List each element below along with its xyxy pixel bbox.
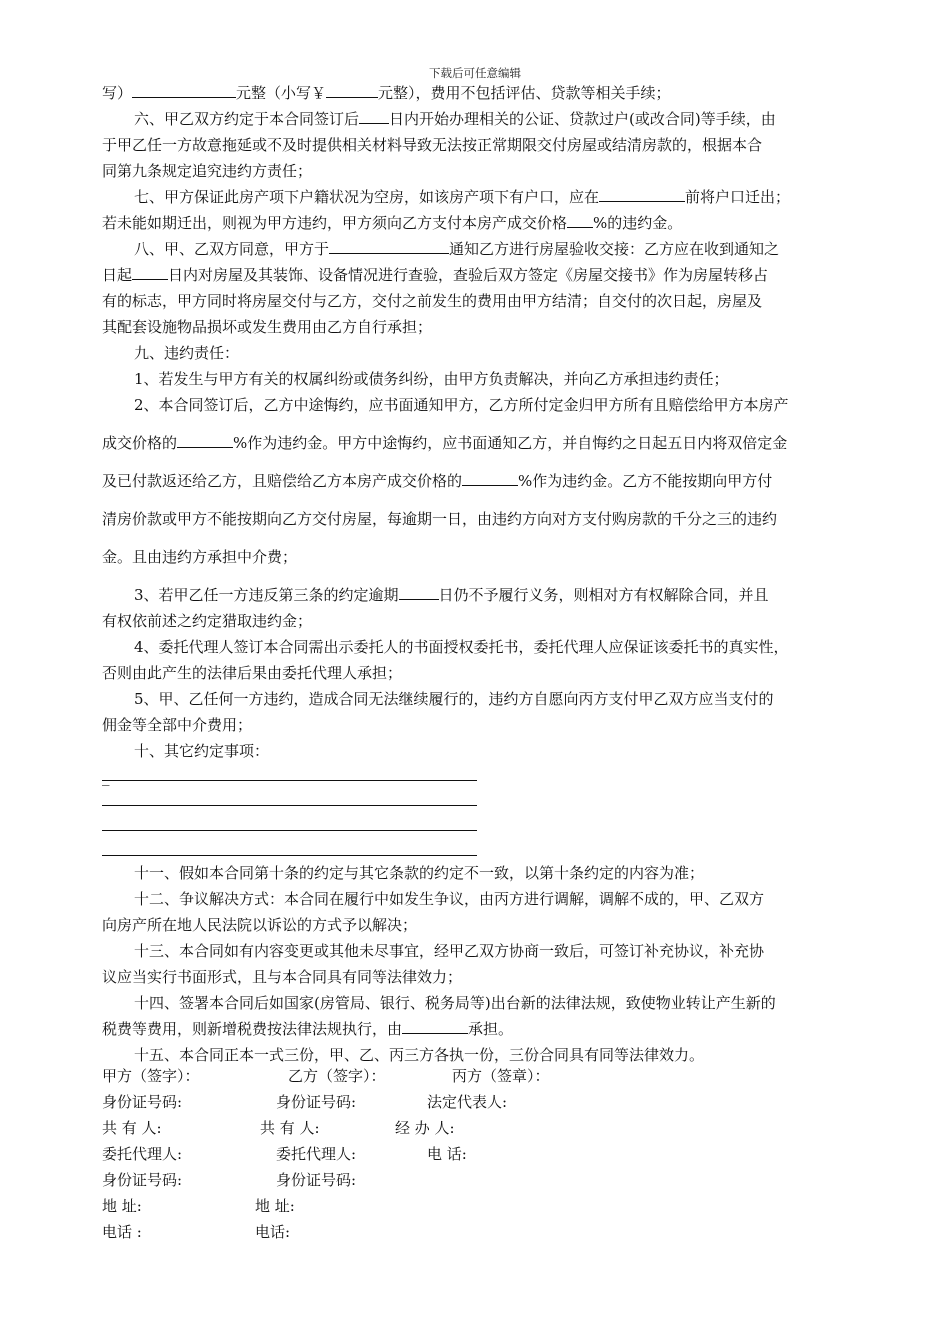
other-terms-line-2[interactable] <box>102 805 477 806</box>
clause-13-line2: 议应当实行书面形式，且与本合同具有同等法律效力； <box>102 968 463 986</box>
legal-rep-label: 法定代表人: <box>427 1093 508 1111</box>
clause-8-line4: 其配套设施物品损坏或发生费用由乙方自行承担； <box>102 318 433 336</box>
buyer-penalty-blank[interactable] <box>177 431 233 448</box>
clause-12-line2: 向房产所在地人民法院以诉讼的方式予以解决； <box>102 916 418 934</box>
tax-bearer-blank[interactable] <box>402 1017 468 1034</box>
overdue-days-blank[interactable] <box>399 583 439 600</box>
clause-9-3: 3、若甲乙任一方违反第三条的约定逾期 日仍不予履行义务，则相对方有权解除合同，并且 <box>102 582 852 608</box>
party-a-signature-label: 甲方（签字）： <box>102 1067 200 1085</box>
clause-10-heading: 十、其它约定事项： <box>134 742 270 760</box>
party-a-agent-label: 委托代理人: <box>102 1145 183 1163</box>
clause-12: 十二、争议解决方式：本合同在履行中如发生争议，由丙方进行调解，调解不成的，甲、乙双方 <box>134 890 765 908</box>
clause-9-2: 2、本合同签订后，乙方中途悔约，应书面通知甲方，乙方所付定金归甲方所有且赔偿给甲方本房产 <box>134 396 789 414</box>
party-a-co-owner-label: 共 有 人: <box>102 1119 162 1137</box>
clause-9-4-line2: 否则由此产生的法律后果由委托代理人承担； <box>102 664 403 682</box>
party-b-phone-label: 电话: <box>255 1223 291 1241</box>
clause-9-2-line4: 清房价款或甲方不能按期向乙方交付房屋，每逾期一日，由违约方向对方支付购房款的千分之三的违约 <box>102 510 778 528</box>
party-b-id-label: 身份证号码: <box>276 1093 357 1111</box>
handler-label: 经 办 人: <box>395 1119 455 1137</box>
party-b-agent-label: 委托代理人: <box>276 1145 357 1163</box>
notice-date-blank[interactable] <box>329 237 449 254</box>
clause-7-line2: 若未能如期迁出，则视为甲方违约，甲方须向乙方支付本房产成交价格 %的违约金。 <box>102 210 852 236</box>
clause-9-4: 4、委托代理人签订本合同需出示委托人的书面授权委托书，委托代理人应保证该委托书的真实性， <box>134 638 789 656</box>
clause-6-line2: 于甲乙任一方故意拖延或不及时提供相关材料导致无法按正常期限交付房屋或结清房款的，根据本合 <box>102 136 763 154</box>
other-terms-line-3[interactable] <box>102 830 477 831</box>
clause-11: 十一、假如本合同第十条的约定与其它条款的约定不一致，以第十条约定的内容为准； <box>134 864 705 882</box>
clause-9-heading: 九、违约责任： <box>134 344 240 362</box>
clause-8-line3: 有的标志，甲方同时将房屋交付与乙方，交付之前发生的费用由甲方结清；自交付的次日起，房屋及 <box>102 292 763 310</box>
inspection-days-blank[interactable] <box>132 263 168 280</box>
amount-uppercase-blank[interactable] <box>132 81 236 98</box>
party-b-address-label: 地 址: <box>255 1197 295 1215</box>
party-b-agent-id-label: 身份证号码: <box>276 1171 357 1189</box>
clause-13: 十三、本合同如有内容变更或其他未尽事宜，经甲乙双方协商一致后，可签订补充协议，补充协 <box>134 942 765 960</box>
other-terms-line-4[interactable] <box>102 855 477 856</box>
party-a-agent-id-label: 身份证号码: <box>102 1171 183 1189</box>
other-terms-line-1[interactable] <box>102 780 477 781</box>
party-b-co-owner-label: 共 有 人: <box>260 1119 320 1137</box>
clause-9-2-line3: 及已付款返还给乙方，且赔偿给乙方本房产成交价格的 %作为违约金。乙方不能按期向甲方付 <box>102 468 852 494</box>
clause-9-5-line2: 佣金等全部中介费用； <box>102 716 253 734</box>
clause-9-1: 1、若发生与甲方有关的权属纠纷或债务纠纷，由甲方负责解决，并向乙方承担违约责任； <box>134 370 729 388</box>
amount-lowercase-blank[interactable] <box>326 81 378 98</box>
clause-6-line3: 同第九条规定追究违约方责任； <box>102 162 313 180</box>
party-c-phone-label: 电 话: <box>427 1145 467 1163</box>
clause-14: 十四、签署本合同后如国家(房管局、银行、税务局等)出台新的法律法规，致使物业转让产生新的 <box>134 994 776 1012</box>
clause-7: 七、甲方保证此房产项下户籍状况为空房，如该房产项下有户口，应在 前将户口迁出； <box>102 184 852 210</box>
clause-15: 十五、本合同正本一式三份，甲、乙、丙三方各执一份，三份合同具有同等法律效力。 <box>134 1046 705 1064</box>
clause-9-5: 5、甲、乙任何一方违约，造成合同无法继续履行的，违约方自愿向丙方支付甲乙双方应当支付的 <box>134 690 774 708</box>
party-b-signature-label: 乙方（签字）： <box>288 1067 386 1085</box>
clause-9-2-line2: 成交价格的 %作为违约金。甲方中途悔约，应书面通知乙方，并自悔约之日起五日内将双倍定金 <box>102 430 852 456</box>
days-blank[interactable] <box>359 107 389 124</box>
clause-8-line2: 日起 日内对房屋及其装饰、设备情况进行查验，查验后双方签定《房屋交接书》作为房屋转移占 <box>102 262 852 288</box>
clause-5-tail: 写） 元整（小写￥ 元整），费用不包括评估、贷款等相关手续； <box>102 80 852 106</box>
party-a-address-label: 地 址: <box>102 1197 142 1215</box>
clause-9-2-line5: 金。且由违约方承担中介费； <box>102 548 298 566</box>
clause-9-3-line2: 有权依前述之约定猎取违约金； <box>102 612 313 630</box>
clause-8: 八、甲、乙双方同意，甲方于 通知乙方进行房屋验收交接：乙方应在收到通知之 <box>102 236 852 262</box>
page-header: 下载后可任意编辑 <box>429 66 521 80</box>
clause-6: 六、甲乙双方约定于本合同签订后 日内开始办理相关的公证、贷款过户(或改合同)等手续，由 <box>102 106 852 132</box>
party-a-id-label: 身份证号码: <box>102 1093 183 1111</box>
other-terms-mark: _ <box>102 768 110 786</box>
clause-14-line2: 税费等费用，则新增税费按法律法规执行，由 承担。 <box>102 1016 852 1042</box>
party-a-phone-label: 电话 : <box>102 1223 142 1241</box>
penalty-percent-blank[interactable] <box>567 211 593 228</box>
party-c-signature-label: 丙方（签章）： <box>452 1067 550 1085</box>
household-date-blank[interactable] <box>599 185 685 202</box>
seller-penalty-blank[interactable] <box>462 469 518 486</box>
